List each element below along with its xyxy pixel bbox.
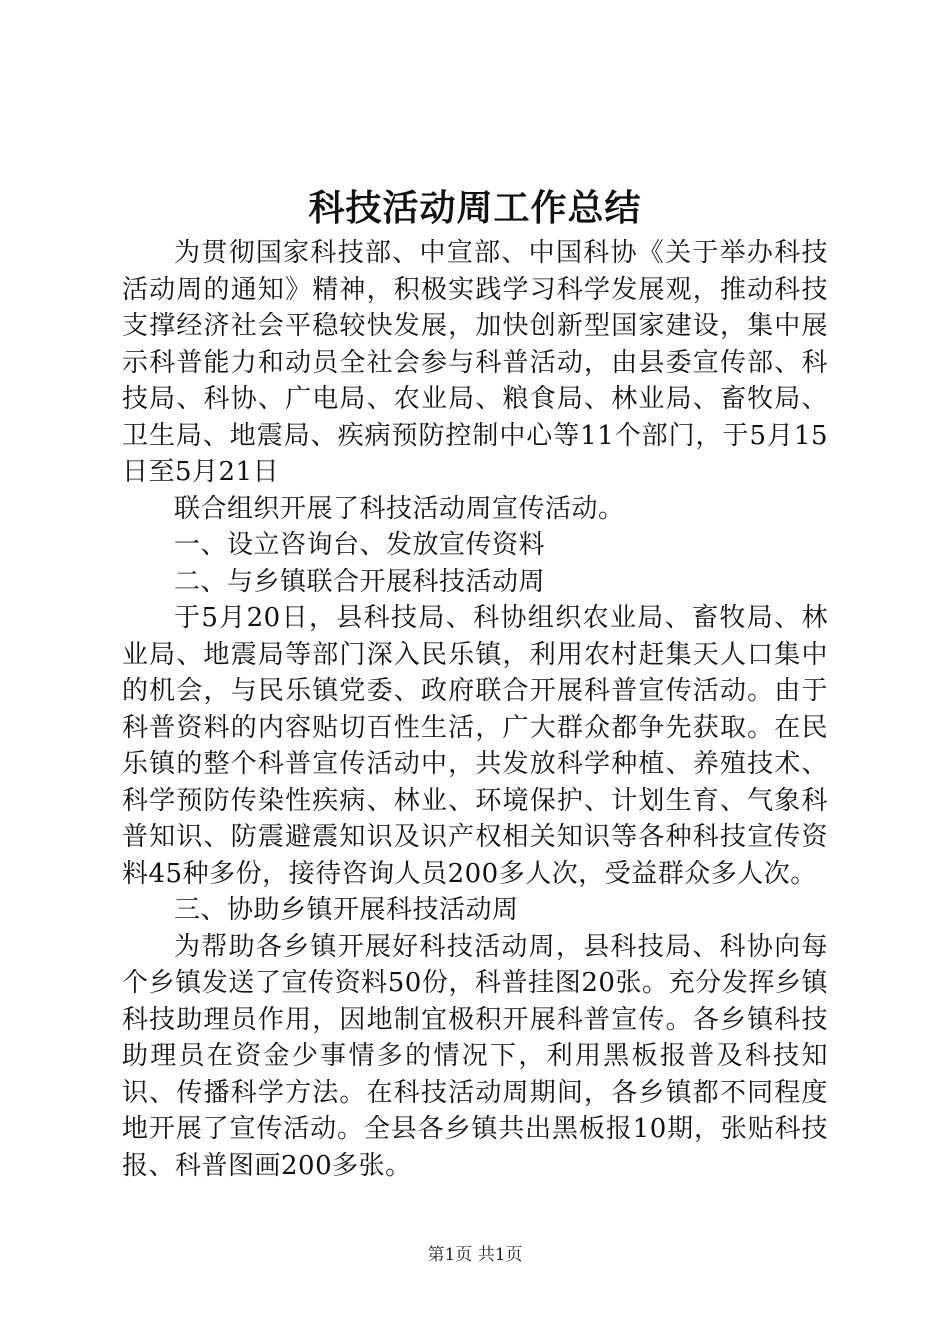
paragraph-section-2: 于5月20日，县科技局、科协组织农业局、畜牧局、林业局、地震局等部门深入民乐镇，利用农村赶集天人口集中的机会，与民乐镇党委、政府联合开展科普宣传活动。由于科普资料的内容贴切百性生活，广大群众都争先获取。在民乐镇的整个科普宣传活动中，共发放科学种植、养殖技术、科学预防传染性疾病、林业、环境保护、计划生育、气象科普知识、防震避震知识及识产权相关知识等各种科技宣传资料45种多份，接待咨询人员200多人次，受益群众多人次。 xyxy=(122,603,828,889)
paragraph-section-3: 为帮助各乡镇开展好科技活动周，县科技局、科协向每个乡镇发送了宣传资料50份，科普挂图20张。充分发挥乡镇科技助理员作用，因地制宜极积开展科普宣传。各乡镇科技助理员在资金少事情多的情况下，利用黑板报普及科技知识、传播科学方法。在科技活动周期间，各乡镇都不同程度地开展了宣传活动。全县各乡镇共出黑板报10期，张贴科技报、科普图画200多张。 xyxy=(122,931,828,1181)
section-heading-2: 二、与乡镇联合开展科技活动周 xyxy=(174,566,546,597)
section-heading-1: 一、设立咨询台、发放宣传资料 xyxy=(174,530,546,560)
document-body xyxy=(122,235,828,1184)
page-footer: 第1页 共1页 xyxy=(427,1245,523,1265)
paragraph-intro: 为贯彻国家科技部、中宣部、中国科协《关于举办科技活动周的通知》精神，积极实践学习科学发展观，推动科技支撑经济社会平稳较快发展，加快创新型国家建设，集中展示科普能力和动员全社会参与科普活动，由县委宣传部、科技局、科协、广电局、农业局、粮食局、林业局、畜牧局、卫生局、地震局、疾病预防控制中心等11个部门，于5月15日至5月21日 xyxy=(122,238,828,487)
section-heading-3: 三、协助乡镇开展科技活动周 xyxy=(174,895,519,925)
page-title: 科技活动周工作总结 xyxy=(308,187,642,229)
paragraph-intro-continued: 联合组织开展了科技活动周宣传活动。 xyxy=(174,493,625,524)
